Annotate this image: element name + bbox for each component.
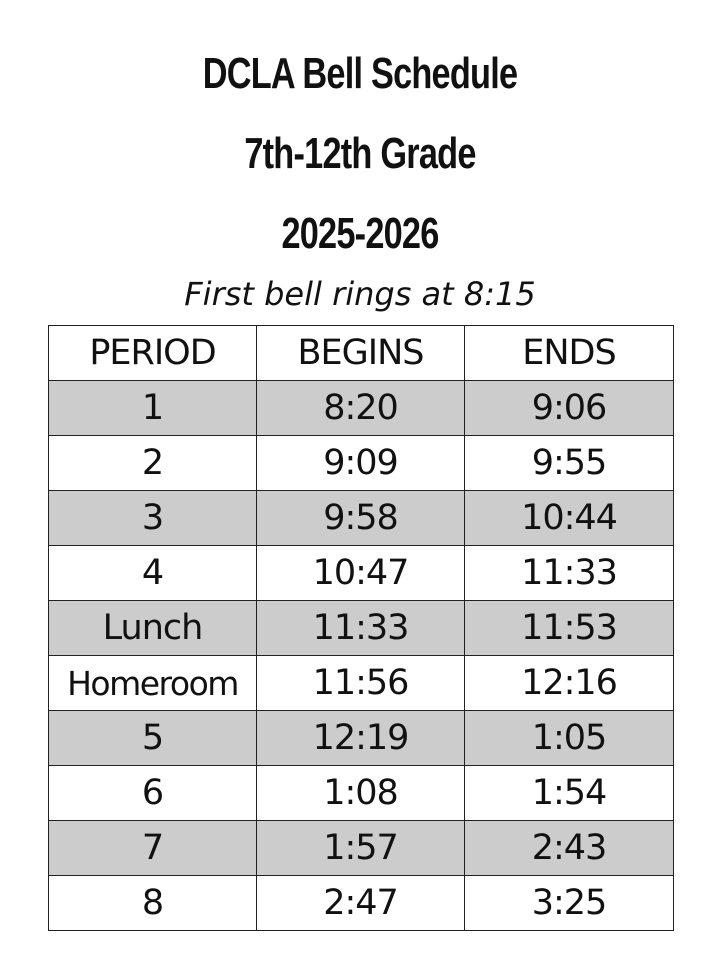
table-row <box>49 711 674 766</box>
column-header-period: PERIOD <box>49 326 257 381</box>
period-cell: 5 <box>49 711 257 766</box>
first-bell-note: First bell rings at 8:15 <box>184 275 536 313</box>
begins-cell: 1:08 <box>257 766 465 821</box>
bell-schedule-table <box>48 325 674 931</box>
period-cell: 4 <box>49 546 257 601</box>
period-cell: Lunch <box>49 601 257 656</box>
table-row <box>49 821 674 876</box>
begins-cell: 10:47 <box>257 546 465 601</box>
period-cell: 3 <box>49 491 257 546</box>
ends-cell: 1:05 <box>465 711 674 766</box>
ends-cell: 9:06 <box>465 381 674 436</box>
begins-cell: 11:56 <box>257 656 465 711</box>
begins-cell: 8:20 <box>257 381 465 436</box>
begins-cell: 1:57 <box>257 821 465 876</box>
table-row <box>49 766 674 821</box>
ends-cell: 3:25 <box>465 876 674 931</box>
period-cell: 7 <box>49 821 257 876</box>
begins-cell: 12:19 <box>257 711 465 766</box>
grade-range: 7th-12th Grade <box>244 129 476 178</box>
period-cell: 2 <box>49 436 257 491</box>
table-row <box>49 876 674 931</box>
period-cell: 6 <box>49 766 257 821</box>
begins-cell: 11:33 <box>257 601 465 656</box>
column-header-begins: BEGINS <box>257 326 465 381</box>
table-row <box>49 601 674 656</box>
ends-cell: 11:53 <box>465 601 674 656</box>
school-year: 2025-2026 <box>281 209 439 258</box>
period-cell: Homeroom <box>49 656 257 711</box>
ends-cell: 10:44 <box>465 491 674 546</box>
ends-cell: 2:43 <box>465 821 674 876</box>
table-header-row <box>49 326 674 381</box>
begins-cell: 2:47 <box>257 876 465 931</box>
period-cell: 1 <box>49 381 257 436</box>
column-header-ends: ENDS <box>465 326 674 381</box>
ends-cell: 1:54 <box>465 766 674 821</box>
table-row <box>49 436 674 491</box>
table-row <box>49 546 674 601</box>
ends-cell: 11:33 <box>465 546 674 601</box>
table-row <box>49 491 674 546</box>
ends-cell: 12:16 <box>465 656 674 711</box>
table-row <box>49 656 674 711</box>
schedule-title: DCLA Bell Schedule <box>202 49 518 98</box>
ends-cell: 9:55 <box>465 436 674 491</box>
begins-cell: 9:09 <box>257 436 465 491</box>
table-row <box>49 381 674 436</box>
period-cell: 8 <box>49 876 257 931</box>
begins-cell: 9:58 <box>257 491 465 546</box>
